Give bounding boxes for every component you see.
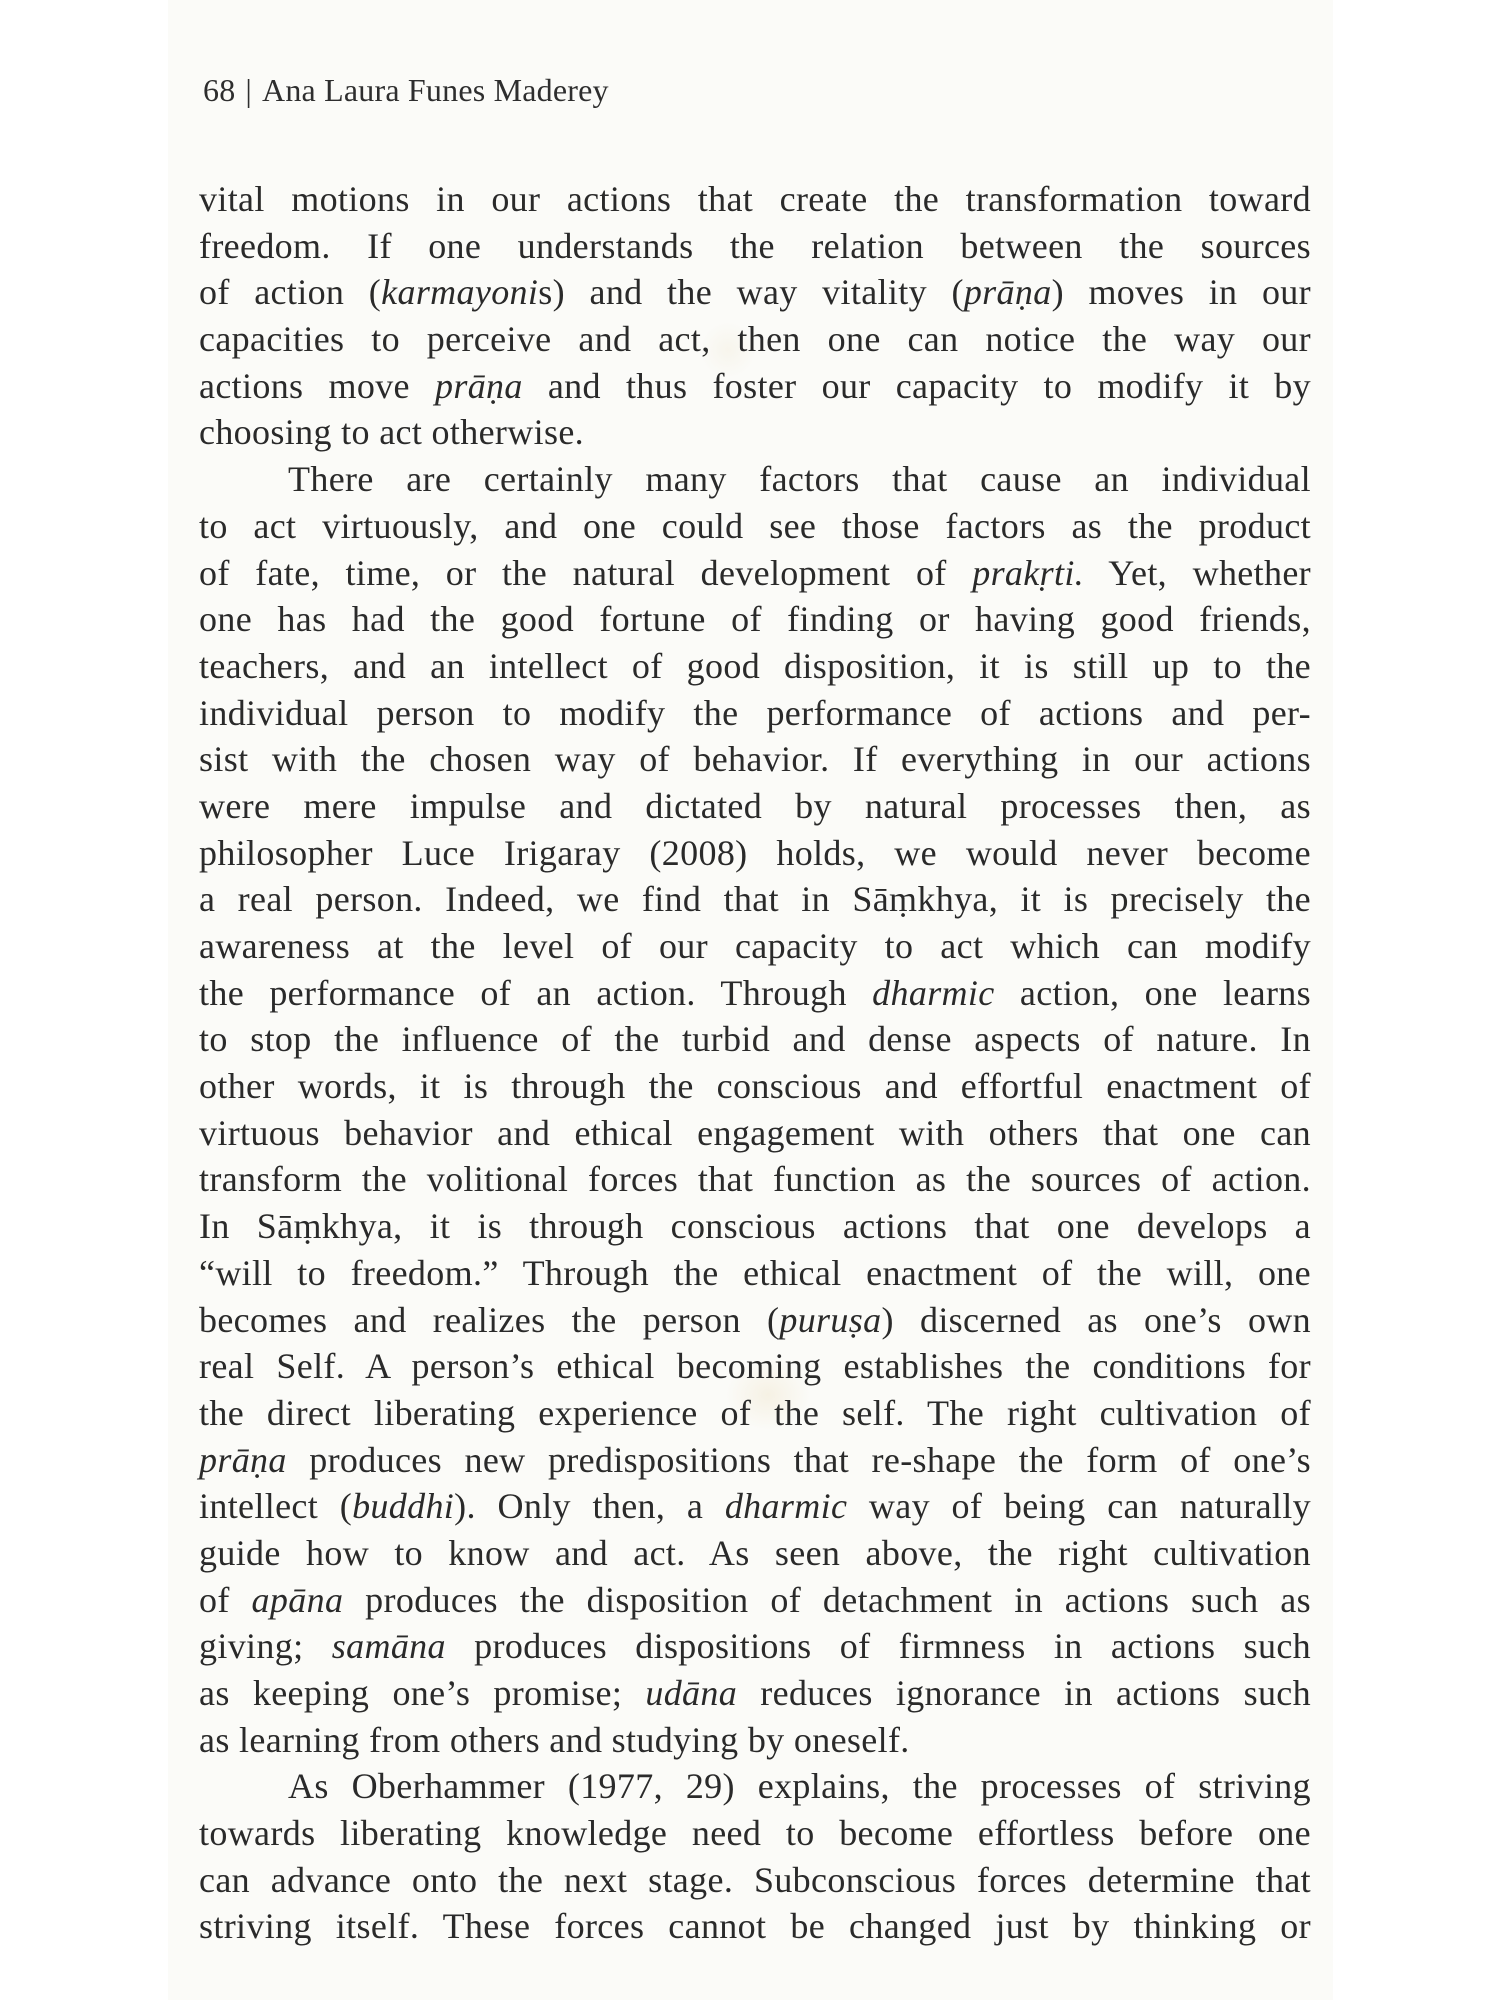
author-name: Ana Laura Funes Maderey bbox=[262, 72, 609, 108]
italic-term: prāṇa bbox=[963, 272, 1052, 313]
text-line: sist with the chosen way of behavior. If everything in our actions bbox=[199, 739, 1311, 780]
italic-term: prāṇa bbox=[199, 1439, 287, 1480]
text-line: vital motions in our actions that create the transformation toward bbox=[199, 179, 1311, 219]
text-line: capacities to perceive and act, then one can notice the way our bbox=[199, 319, 1311, 360]
text-line: choosing to act otherwise. bbox=[199, 412, 585, 453]
italic-term: puruṣa bbox=[779, 1299, 882, 1340]
text-line: were mere impulse and dictated by natural processes then, as bbox=[199, 785, 1311, 826]
text-line: other words, it is through the conscious and effortful enactment of bbox=[199, 1066, 1311, 1107]
text-line: individual person to modify the performance of actions and per- bbox=[199, 692, 1311, 733]
italic-term: dharmic bbox=[872, 972, 995, 1013]
text-line: of apāna produces the disposition of detachment in actions such as bbox=[199, 1579, 1311, 1620]
running-head bbox=[203, 70, 609, 110]
text-line: towards liberating knowledge need to become effortless before one bbox=[199, 1813, 1311, 1854]
text-line: of action (karmayonis) and the way vitality (prāṇa) moves in our bbox=[199, 272, 1311, 313]
text-line: philosopher Luce Irigaray (2008) holds, we would never become bbox=[199, 832, 1311, 873]
text-line: of fate, time, or the natural development of prakṛti. Yet, whether bbox=[199, 552, 1311, 593]
italic-term: prakṛti. bbox=[972, 552, 1085, 593]
text-line: guide how to know and act. As seen above, the right cultivation bbox=[199, 1532, 1311, 1573]
text-line: can advance onto the next stage. Subconscious forces determine that bbox=[199, 1859, 1311, 1900]
text-line: intellect (buddhi). Only then, a dharmic way of being can naturally bbox=[199, 1486, 1311, 1527]
text-line: the direct liberating experience of the self. The right cultivation of bbox=[199, 1392, 1311, 1433]
text-line: teachers, and an intellect of good disposition, it is still up to the bbox=[199, 645, 1311, 686]
text-line: striving itself. These forces cannot be changed just by thinking or bbox=[199, 1906, 1311, 1947]
italic-term: dharmic bbox=[724, 1486, 848, 1527]
header-separator: | bbox=[245, 72, 253, 108]
text-line: awareness at the level of our capacity to act which can modify bbox=[199, 926, 1311, 966]
text-line: giving; samāna produces dispositions of firmness in actions such bbox=[199, 1626, 1311, 1667]
text-line: There are certainly many factors that cause an individual bbox=[288, 459, 1311, 500]
paragraph bbox=[199, 176, 1311, 456]
text-line: becomes and realizes the person (puruṣa) discerned as one’s own bbox=[199, 1299, 1311, 1340]
text-line: as keeping one’s promise; udāna reduces ignorance in actions such bbox=[199, 1673, 1311, 1713]
page-number: 68 bbox=[203, 72, 236, 108]
text-line: one has had the good fortune of finding or having good friends, bbox=[199, 599, 1311, 640]
text-line: to act virtuously, and one could see those factors as the product bbox=[199, 505, 1311, 546]
paragraph bbox=[199, 456, 1311, 1763]
text-line: a real person. Indeed, we find that in Sāṃkhya, it is precisely the bbox=[199, 879, 1311, 920]
text-line: real Self. A person’s ethical becoming establishes the conditions for bbox=[199, 1346, 1311, 1387]
text-line: to stop the influence of the turbid and dense aspects of nature. In bbox=[199, 1019, 1311, 1060]
body-text bbox=[199, 176, 1311, 1950]
text-line: freedom. If one understands the relation between the sources bbox=[199, 225, 1311, 266]
text-line: as learning from others and studying by oneself. bbox=[199, 1719, 910, 1760]
italic-term: udāna bbox=[645, 1673, 738, 1713]
text-line: transform the volitional forces that function as the sources of action. bbox=[199, 1159, 1311, 1200]
italic-term: prāṇa bbox=[434, 365, 523, 406]
text-line: virtuous behavior and ethical engagement with others that one can bbox=[199, 1112, 1311, 1153]
italic-term: karmayoni bbox=[381, 272, 539, 313]
paragraph bbox=[199, 1763, 1311, 1950]
text-line: In Sāṃkhya, it is through conscious actions that one develops a bbox=[199, 1206, 1311, 1247]
text-line: “will to freedom.” Through the ethical enactment of the will, one bbox=[199, 1252, 1311, 1293]
italic-term: buddhi bbox=[352, 1486, 455, 1527]
italic-term: apāna bbox=[251, 1579, 344, 1620]
text-line: prāṇa produces new predispositions that re-shape the form of one’s bbox=[199, 1439, 1311, 1480]
text-line: the performance of an action. Through dharmic action, one learns bbox=[199, 972, 1311, 1013]
text-line: As Oberhammer (1977, 29) explains, the processes of striving bbox=[288, 1766, 1311, 1807]
text-line: actions move prāṇa and thus foster our capacity to modify it by bbox=[199, 365, 1311, 406]
italic-term: samāna bbox=[331, 1626, 446, 1667]
